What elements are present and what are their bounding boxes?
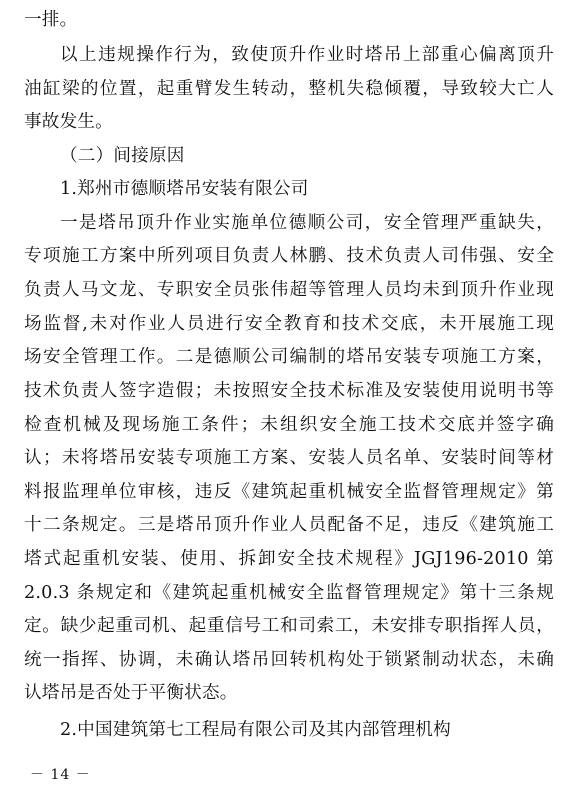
- subsection-heading: 2.中国建筑第七工程局有限公司及其内部管理机构: [60, 720, 451, 740]
- text-line: 场安全管理工作。二是德顺公司编制的塔吊安装专项施工方案，: [24, 347, 554, 367]
- subsection-heading: 1.郑州市德顺塔吊安装有限公司: [60, 179, 309, 199]
- text-line: 2.0.3 条规定和《建筑起重机械安全监督管理规定》第十三条规: [24, 583, 554, 603]
- text-line: 认；未将塔吊安装专项施工方案、安装人员名单、安装时间等材: [24, 448, 554, 468]
- text-line: 一排。: [24, 10, 78, 30]
- page-number: － 14 －: [30, 767, 91, 783]
- text-line: 十二条规定。三是塔吊顶升作业人员配备不足，违反《建筑施工: [24, 515, 554, 535]
- text-line: 以上违规操作行为，致使顶升作业时塔吊上部重心偏离顶升: [60, 45, 554, 65]
- text-line: 一是塔吊顶升作业实施单位德顺公司，安全管理严重缺失，: [60, 213, 554, 233]
- text-line: 油缸梁的位置，起重臂发生转动，整机失稳倾覆，导致较大亡人: [24, 79, 554, 99]
- text-line: 专项施工方案中所列项目负责人林鹏、技术负责人司伟强、安全: [24, 246, 554, 266]
- text-line: 负责人马文龙、专职安全员张伟超等管理人员均未到顶升作业现: [24, 280, 554, 300]
- text-line: 检查机械及现场施工条件；未组织安全施工技术交底并签字确: [24, 415, 554, 435]
- text-line: 事故发生。: [24, 112, 113, 132]
- text-line: 定。缺少起重司机、起重信号工和司索工，未安排专职指挥人员，: [24, 616, 554, 636]
- text-line: 料报监理单位审核，违反《建筑起重机械安全监督管理规定》第: [24, 482, 554, 502]
- text-line: 塔式起重机安装、使用、拆卸安全技术规程》JGJ196-2010 第: [24, 549, 554, 569]
- text-line: 认塔吊是否处于平衡状态。: [24, 683, 238, 703]
- text-line: 技术负责人签字造假；未按照安全技术标准及安装使用说明书等: [24, 381, 554, 401]
- text-line: 场监督,未对作业人员进行安全教育和技术交底，未开展施工现: [24, 314, 554, 334]
- text-line: 统一指挥、协调，未确认塔吊回转机构处于锁紧制动状态，未确: [24, 650, 554, 670]
- section-heading: （二）间接原因: [60, 146, 185, 166]
